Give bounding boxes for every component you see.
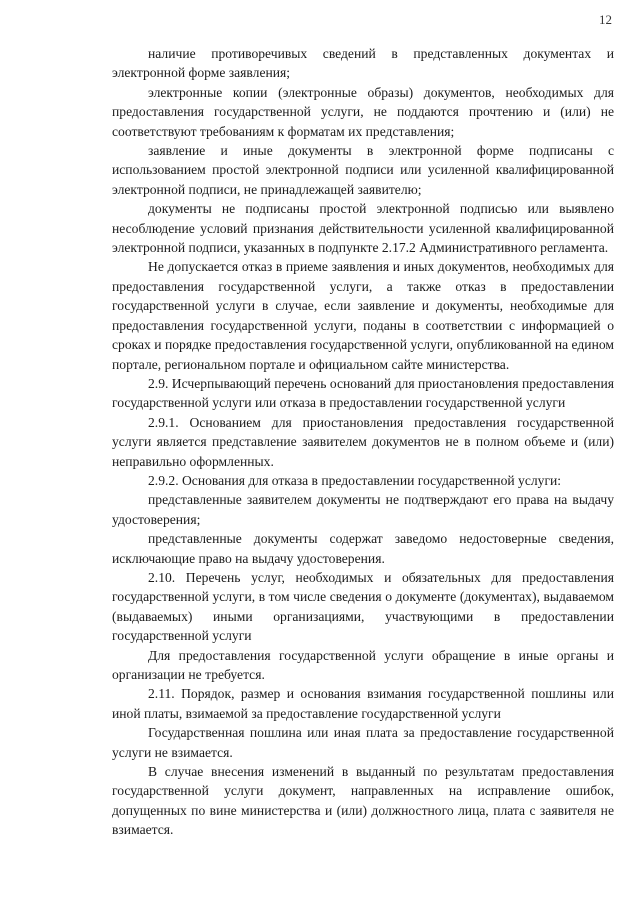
paragraph: 2.9.1. Основанием для приостановления предоставления государственной услуги является представление заявителем документов не в полном объеме и (или) неправильно оформленных. (112, 414, 614, 469)
page-number: 12 (599, 12, 612, 27)
section-heading: 2.10. Перечень услуг, необходимых и обязательных для предоставления государственной услуги, в том числе сведения о документе (документах), выдаваемом (выдаваемых) иными организациями, участвующими в предоставлении государственной услуги (112, 569, 614, 644)
paragraph: заявление и иные документы в электронной форме подписаны с использованием простой электронной подписи или усиленной квалифицированной электронной подписи, не принадлежащей заявителю; (112, 143, 614, 197)
document-body (112, 44, 614, 840)
paragraph: документы не подписаны простой электронной подписью или выявлено несоблюдение условий признания действительности усиленной квалифицированной электронной подписи, указанных в подпункте 2.17.2 Административного регламента. (112, 201, 614, 256)
paragraph: представленные заявителем документы не подтверждают его права на выдачу удостоверения; (112, 492, 614, 527)
paragraph: Для предоставления государственной услуги обращение в иные органы и организации не требуется. (112, 647, 614, 682)
paragraph: электронные копии (электронные образы) документов, необходимых для предоставления государственной услуги, не поддаются прочтению и (или) не соответствуют требованиям к форматам их представления; (112, 84, 614, 139)
paragraph: Не допускается отказ в приеме заявления и иных документов, необходимых для предоставления государственной услуги, а также отказ в предоставлении государственной услуги в случае, если заявление и документы, необходимые для предоставления государственной услуги, поданы в соответствии с информацией о сроках и порядке предоставления государственной услуги, опубликованной на едином портале, региональном портале и официальном сайте министерства. (112, 259, 614, 372)
paragraph: наличие противоречивых сведений в представленных документах и электронной форме заявления; (112, 46, 614, 81)
paragraph: представленные документы содержат заведомо недостоверные сведения, исключающие право на выдачу удостоверения. (112, 531, 614, 566)
paragraph: В случае внесения изменений в выданный по результатам предоставления государственной услуги документ, направленных на исправление ошибок, допущенных по вине министерства и (или) должностного лица, плата с заявителя не взимается. (112, 764, 614, 838)
section-heading: 2.9. Исчерпывающий перечень оснований для приостановления предоставления государственной услуги или отказа в предоставлении государственной услуги (112, 375, 614, 411)
paragraph: 2.9.2. Основания для отказа в предоставлении государственной услуги: (148, 472, 562, 488)
paragraph: Государственная пошлина или иная плата за предоставление государственной услуги не взимается. (112, 725, 614, 760)
section-heading: 2.11. Порядок, размер и основания взимания государственной пошлины или иной платы, взимаемой за предоставление государственной услуги (112, 686, 614, 721)
